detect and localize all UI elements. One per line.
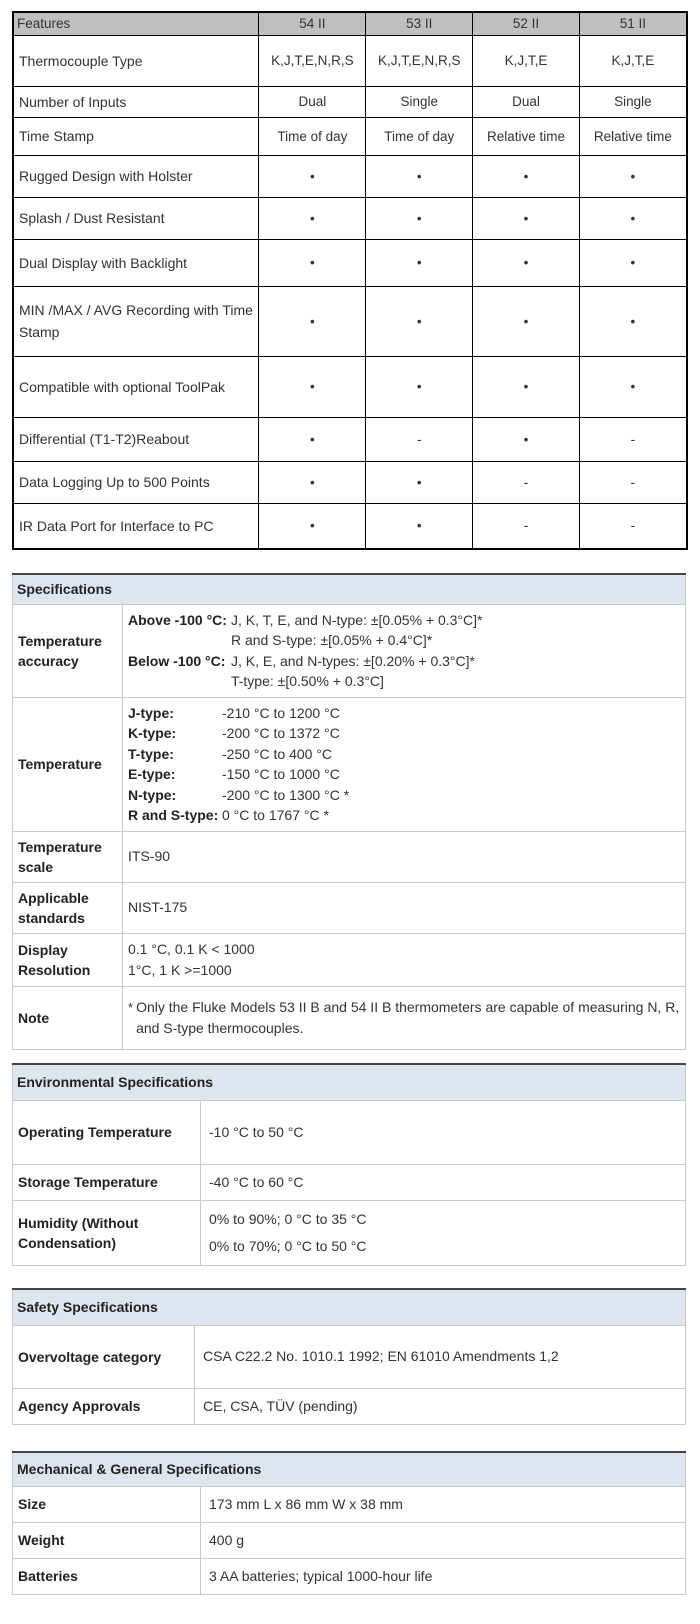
below-line-1: J, K, E, and N-types: ±[0.20% + 0.3°C]* — [230, 652, 475, 669]
type-range: -210 °C to 1200 °C — [222, 704, 340, 721]
humidity-line-2: 0% to 70%; 0 °C to 50 °C — [209, 1237, 367, 1254]
header-features: Features — [13, 12, 259, 35]
check-dot-icon: • — [473, 197, 580, 239]
table-row — [13, 1100, 686, 1164]
feature-label: MIN /MAX / AVG Recording with Time Stamp — [13, 286, 259, 356]
feature-value: Time of day — [366, 117, 473, 155]
table-row — [13, 1486, 686, 1522]
features-header-row — [13, 12, 687, 35]
header-model-53: 53 II — [366, 12, 473, 35]
check-dot-icon: • — [259, 286, 366, 356]
asterisk-mark: * — [128, 999, 134, 1015]
type-label: K-type: — [128, 725, 177, 741]
spec-label: Temperature accuracy — [13, 604, 123, 697]
check-dot-icon: • — [259, 356, 366, 417]
spec-label: Display Resolution — [13, 933, 123, 986]
feature-label: Compatible with optional ToolPak — [13, 356, 259, 417]
spec-value: 400 g — [201, 1522, 686, 1558]
check-dot-icon: • — [366, 503, 473, 549]
spec-label: Note — [13, 986, 123, 1049]
table-row — [13, 604, 686, 697]
check-dot-icon: • — [259, 197, 366, 239]
spec-value — [201, 1200, 686, 1265]
spec-label: Batteries — [13, 1558, 201, 1594]
table-row — [13, 417, 687, 461]
feature-label: Data Logging Up to 500 Points — [13, 461, 259, 503]
feature-value: Single — [366, 86, 473, 117]
spec-label: Weight — [13, 1522, 201, 1558]
type-label: T-type: — [128, 745, 174, 762]
check-dot-icon: • — [579, 286, 687, 356]
temperature-accuracy-value — [123, 604, 686, 697]
mechanical-title: Mechanical & General Specifications — [13, 1452, 686, 1486]
table-row — [13, 882, 686, 933]
table-row — [13, 1200, 686, 1265]
check-dot-icon: • — [366, 356, 473, 417]
feature-label: Thermocouple Type — [13, 35, 259, 86]
check-dot-icon: • — [473, 417, 580, 461]
feature-value: - — [366, 417, 473, 461]
table-row — [13, 1325, 686, 1388]
resolution-line-1: 0.1 °C, 0.1 K < 1000 — [128, 940, 255, 957]
header-model-51: 51 II — [579, 12, 687, 35]
specifications-table — [12, 573, 686, 1050]
feature-label: Number of Inputs — [13, 86, 259, 117]
check-dot-icon: • — [473, 155, 580, 197]
table-row — [13, 1558, 686, 1594]
feature-value: Single — [579, 86, 687, 117]
check-dot-icon: • — [259, 155, 366, 197]
section-header — [13, 1452, 686, 1486]
spec-label: Applicable standards — [13, 882, 123, 933]
feature-label: Time Stamp — [13, 117, 259, 155]
spec-value: CE, CSA, TÜV (pending) — [195, 1388, 686, 1424]
table-row — [13, 933, 686, 986]
type-range: -250 °C to 400 °C — [222, 745, 333, 762]
type-label: N-type: — [128, 786, 177, 803]
type-label: J-type: — [128, 704, 174, 721]
above-line-2: R and S-type: ±[0.05% + 0.4°C]* — [230, 632, 433, 648]
feature-label: IR Data Port for Interface to PC — [13, 503, 259, 549]
feature-value: - — [579, 461, 687, 503]
section-header — [13, 574, 686, 604]
check-dot-icon: • — [366, 197, 473, 239]
table-row — [13, 86, 687, 117]
feature-value: - — [579, 417, 687, 461]
spec-label: Size — [13, 1486, 201, 1522]
humidity-line-1: 0% to 90%; 0 °C to 35 °C — [209, 1210, 367, 1227]
check-dot-icon: • — [366, 461, 473, 503]
feature-value: Relative time — [473, 117, 580, 155]
features-table — [12, 11, 688, 550]
check-dot-icon: • — [473, 239, 580, 286]
specifications-title: Specifications — [13, 574, 686, 604]
check-dot-icon: • — [259, 503, 366, 549]
spec-value: 173 mm L x 86 mm W x 38 mm — [201, 1486, 686, 1522]
resolution-line-2: 1°C, 1 K >=1000 — [128, 961, 232, 978]
table-row — [13, 503, 687, 549]
check-dot-icon: • — [579, 155, 687, 197]
spec-label: Humidity (Without Condensation) — [13, 1200, 201, 1265]
table-row — [13, 461, 687, 503]
table-row — [13, 356, 687, 417]
feature-value: Dual — [473, 86, 580, 117]
feature-value: Time of day — [259, 117, 366, 155]
check-dot-icon: • — [259, 461, 366, 503]
above-line-1: J, K, T, E, and N-type: ±[0.05% + 0.3°C]* — [230, 611, 483, 628]
spec-label: Overvoltage category — [13, 1325, 195, 1388]
spec-value: 3 AA batteries; typical 1000-hour life — [201, 1558, 686, 1594]
type-range: -200 °C to 1372 °C — [222, 725, 340, 741]
type-label: E-type: — [128, 766, 176, 782]
table-row — [13, 1164, 686, 1200]
check-dot-icon: • — [366, 286, 473, 356]
check-dot-icon: • — [366, 155, 473, 197]
table-row — [13, 197, 687, 239]
temperature-ranges — [123, 697, 686, 831]
feature-label: Dual Display with Backlight — [13, 239, 259, 286]
spec-label: Temperature — [13, 697, 123, 831]
type-range: -200 °C to 1300 °C * — [222, 786, 350, 803]
feature-value: - — [473, 503, 580, 549]
check-dot-icon: • — [579, 356, 687, 417]
spec-label: Operating Temperature — [13, 1100, 201, 1164]
table-row — [13, 286, 687, 356]
table-row — [13, 986, 686, 1049]
table-row — [13, 1522, 686, 1558]
table-row — [13, 35, 687, 86]
environmental-title: Environmental Specifications — [13, 1064, 686, 1100]
section-header — [13, 1289, 686, 1325]
table-row — [13, 831, 686, 882]
check-dot-icon: • — [473, 356, 580, 417]
header-model-54: 54 II — [259, 12, 366, 35]
feature-label: Splash / Dust Resistant — [13, 197, 259, 239]
type-range: -150 °C to 1000 °C — [222, 766, 340, 782]
type-range: 0 °C to 1767 °C * — [222, 807, 329, 823]
feature-value: K,J,T,E,N,R,S — [259, 35, 366, 86]
table-row — [13, 697, 686, 831]
below-label: Below -100 °C: — [128, 652, 226, 669]
table-row — [13, 117, 687, 155]
spec-value: CSA C22.2 No. 1010.1 1992; EN 61010 Amendments 1,2 — [195, 1325, 686, 1388]
above-label: Above -100 °C: — [128, 611, 227, 628]
safety-title: Safety Specifications — [13, 1289, 686, 1325]
spec-label: Temperature scale — [13, 831, 123, 882]
table-row — [13, 1388, 686, 1424]
feature-value: K,J,T,E,N,R,S — [366, 35, 473, 86]
table-row — [13, 239, 687, 286]
check-dot-icon: • — [366, 239, 473, 286]
section-header — [13, 1064, 686, 1100]
feature-value: K,J,T,E — [473, 35, 580, 86]
type-label: R and S-type: — [128, 807, 219, 823]
below-line-2: T-type: ±[0.50% + 0.3°C] — [230, 673, 384, 689]
spec-label: Storage Temperature — [13, 1164, 201, 1200]
note-value — [123, 986, 686, 1049]
feature-value: Relative time — [579, 117, 687, 155]
feature-value: - — [579, 503, 687, 549]
spec-value: ITS-90 — [123, 831, 686, 882]
note-text: Only the Fluke Models 53 II B and 54 II B thermometers are capable of measuring N, R, and S-type thermocouples. — [136, 998, 680, 1036]
feature-label: Differential (T1-T2)Reabout — [13, 417, 259, 461]
spec-label: Agency Approvals — [13, 1388, 195, 1424]
environmental-table — [12, 1063, 686, 1266]
spec-value: NIST-175 — [123, 882, 686, 933]
spec-value: -40 °C to 60 °C — [201, 1164, 686, 1200]
check-dot-icon: • — [473, 286, 580, 356]
spec-value — [123, 933, 686, 986]
feature-value: K,J,T,E — [579, 35, 687, 86]
spec-value: -10 °C to 50 °C — [201, 1100, 686, 1164]
safety-table — [12, 1288, 686, 1425]
feature-value: - — [473, 461, 580, 503]
check-dot-icon: • — [579, 239, 687, 286]
check-dot-icon: • — [579, 197, 687, 239]
table-row — [13, 155, 687, 197]
mechanical-table — [12, 1451, 686, 1595]
feature-value: Dual — [259, 86, 366, 117]
feature-label: Rugged Design with Holster — [13, 155, 259, 197]
header-model-52: 52 II — [473, 12, 580, 35]
check-dot-icon: • — [259, 417, 366, 461]
check-dot-icon: • — [259, 239, 366, 286]
